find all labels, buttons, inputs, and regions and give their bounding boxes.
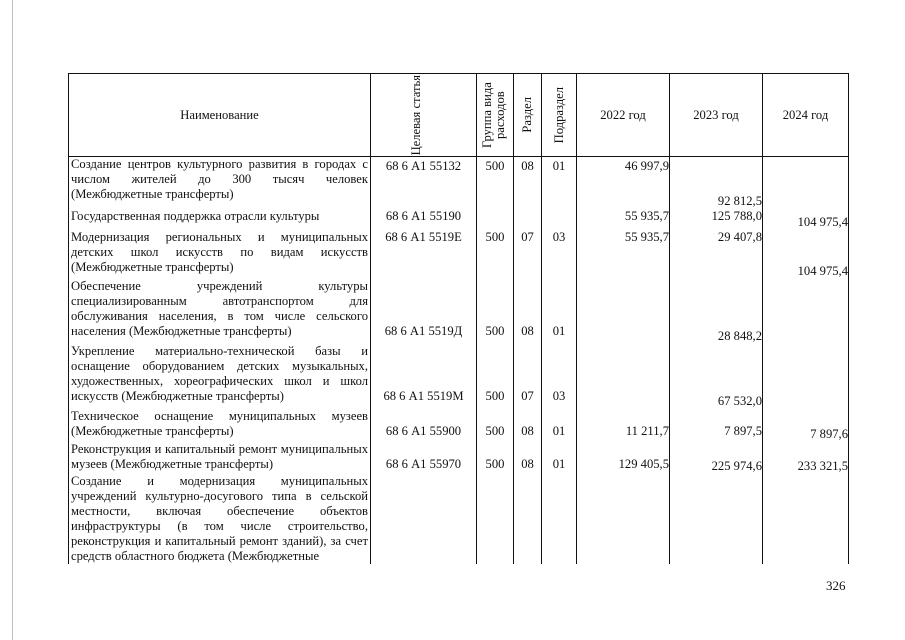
- table-row: [69, 442, 849, 474]
- row-section: 08: [514, 409, 542, 442]
- header-target: [371, 74, 477, 157]
- row-subsection: 01: [542, 409, 577, 442]
- header-target-text: Целевая статья: [408, 74, 423, 156]
- table-row: [69, 157, 849, 210]
- row-name: Укрепление материально-технической базы и оснащение оборудованием детских музыкальных, художественных, хореографических школ и школ искусств (Межбюджетные трансферты): [69, 344, 371, 409]
- header-2022: 2022 год: [577, 74, 670, 157]
- row-section: [514, 209, 542, 230]
- row-section: 08: [514, 279, 542, 344]
- row-name: Создание центров культурного развития в городах с числом жителей до 300 тысяч человек (Межбюджетные трансферты): [69, 157, 371, 210]
- row-group: [477, 209, 514, 230]
- row-2024: [763, 474, 849, 564]
- row-subsection: [542, 474, 577, 564]
- row-2023: 28 848,2: [670, 279, 763, 344]
- row-2024: 7 897,6: [763, 409, 849, 442]
- page-number: 326: [826, 578, 846, 593]
- row-2024: [763, 344, 849, 409]
- row-section: 07: [514, 230, 542, 279]
- row-group: 500: [477, 344, 514, 409]
- row-target: 68 6 А1 5519М: [371, 344, 477, 409]
- row-2024: 104 975,4: [763, 209, 849, 230]
- row-subsection: 03: [542, 230, 577, 279]
- header-2023: 2023 год: [670, 74, 763, 157]
- row-name: Обеспечение учреждений культуры специализированным автотранспортом для обслуживания населения, в том числе сельского населения (Межбюджетные трансферты): [69, 279, 371, 344]
- row-group: 500: [477, 409, 514, 442]
- table-row: [69, 344, 849, 409]
- scan-edge: [12, 0, 13, 640]
- budget-table: [68, 73, 849, 564]
- row-name: Модернизация региональных и муниципальных детских школ искусств по видам искусств (Межбюджетные трансферты): [69, 230, 371, 279]
- row-group: [477, 474, 514, 564]
- row-name: Техническое оснащение муниципальных музеев (Межбюджетные трансферты): [69, 409, 371, 442]
- header-subsection: [542, 74, 577, 157]
- header-row: [69, 74, 849, 157]
- row-target: 68 6 А1 55132: [371, 157, 477, 210]
- row-2024: 233 321,5: [763, 442, 849, 474]
- row-subsection: [542, 209, 577, 230]
- header-section: [514, 74, 542, 157]
- row-subsection: 01: [542, 157, 577, 210]
- row-target: 68 6 А1 5519Е: [371, 230, 477, 279]
- row-2023: 67 532,0: [670, 344, 763, 409]
- row-section: 08: [514, 442, 542, 474]
- table-row: [69, 230, 849, 279]
- row-2022: 55 935,7: [577, 230, 670, 279]
- row-target: [371, 474, 477, 564]
- row-subsection: 01: [542, 442, 577, 474]
- row-subsection: 03: [542, 344, 577, 409]
- table-row: [69, 279, 849, 344]
- row-2022: [577, 344, 670, 409]
- row-2022: 129 405,5: [577, 442, 670, 474]
- header-group: [477, 74, 514, 157]
- row-2022: [577, 279, 670, 344]
- row-2023: 225 974,6: [670, 442, 763, 474]
- row-section: 07: [514, 344, 542, 409]
- header-group-text: Группа вида расходов: [480, 82, 507, 148]
- row-2022: [577, 474, 670, 564]
- row-2023: 92 812,5: [670, 157, 763, 210]
- header-2024: 2024 год: [763, 74, 849, 157]
- row-target: 68 6 А1 5519Д: [371, 279, 477, 344]
- table-row: [69, 209, 849, 230]
- row-section: [514, 474, 542, 564]
- row-2023: 7 897,5: [670, 409, 763, 442]
- row-2022: 55 935,7: [577, 209, 670, 230]
- row-target: 68 6 А1 55970: [371, 442, 477, 474]
- row-group: 500: [477, 230, 514, 279]
- row-group: 500: [477, 442, 514, 474]
- row-name: Государственная поддержка отрасли культуры: [69, 209, 371, 230]
- row-target: 68 6 А1 55900: [371, 409, 477, 442]
- row-2022: 46 997,9: [577, 157, 670, 210]
- row-name: Создание и модернизация муниципальных учреждений культурно-досугового типа в сельской местности, включая обеспечение объектов инфраструктуры (в том числе строительство, реконструкция и капитальный ремонт зданий), за счет средств областного бюджета (Межбюджетные: [69, 474, 371, 564]
- row-2022: 11 211,7: [577, 409, 670, 442]
- row-group: 500: [477, 279, 514, 344]
- header-section-text: Раздел: [520, 97, 534, 133]
- row-2024: [763, 157, 849, 210]
- row-group: 500: [477, 157, 514, 210]
- row-2023: 125 788,0: [670, 209, 763, 230]
- row-2024: 104 975,4: [763, 230, 849, 279]
- row-subsection: 01: [542, 279, 577, 344]
- table-row: [69, 474, 849, 564]
- row-2023: [670, 474, 763, 564]
- row-target: 68 6 А1 55190: [371, 209, 477, 230]
- header-subsection-text: Подраздел: [551, 86, 566, 144]
- row-2023: 29 407,8: [670, 230, 763, 279]
- header-name: Наименование: [69, 74, 371, 157]
- table-row: [69, 409, 849, 442]
- row-section: 08: [514, 157, 542, 210]
- row-name: Реконструкция и капитальный ремонт муниципальных музеев (Межбюджетные трансферты): [69, 442, 371, 474]
- row-2024: [763, 279, 849, 344]
